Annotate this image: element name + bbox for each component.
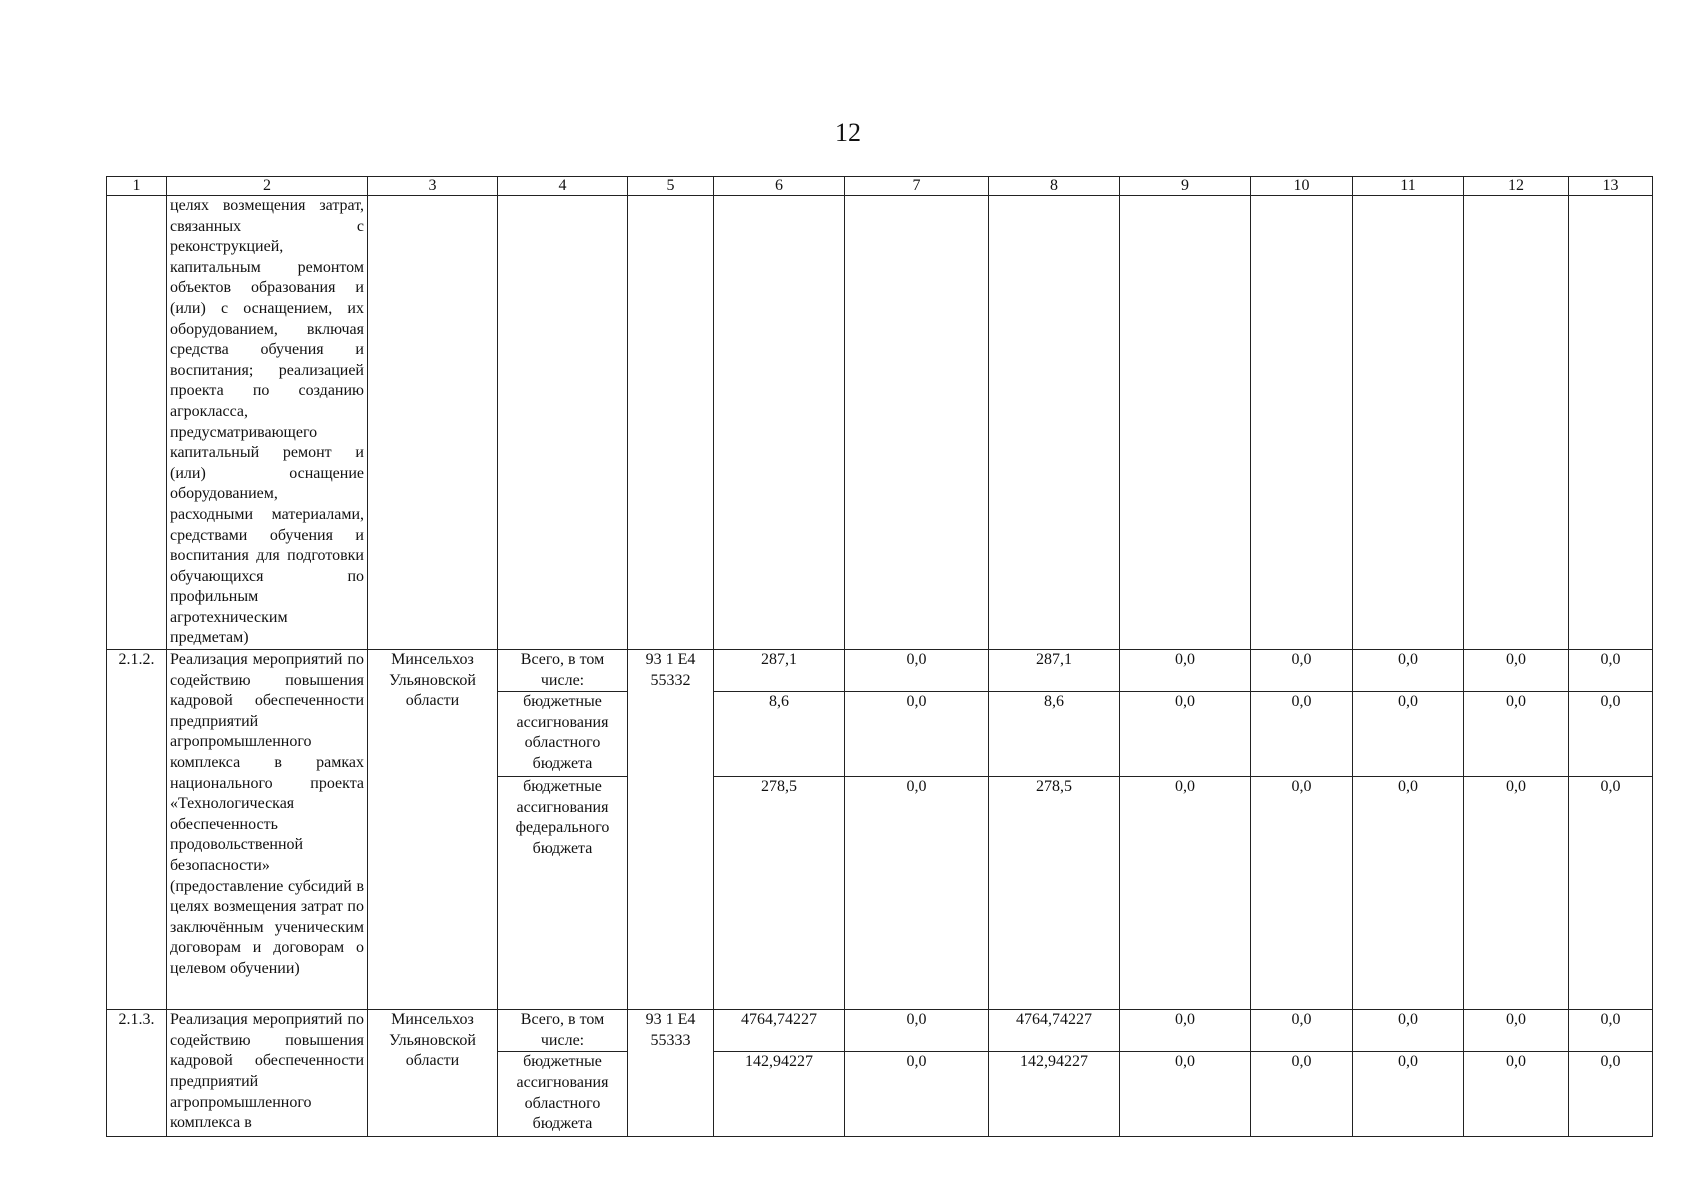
value-cell: 0,0	[1353, 1052, 1464, 1137]
value-cell: 0,0	[1251, 692, 1353, 777]
value-cell: 0,0	[845, 650, 989, 692]
value-cell: 0,0	[1251, 650, 1353, 692]
column-header: 4	[498, 177, 628, 196]
value-cell: 0,0	[1464, 692, 1569, 777]
column-header: 11	[1353, 177, 1464, 196]
value-cell: 142,94227	[714, 1052, 845, 1137]
column-header: 13	[1569, 177, 1653, 196]
value-cell: 0,0	[1251, 1052, 1353, 1137]
value-cell: 0,0	[1464, 1010, 1569, 1052]
value-cell: 0,0	[1569, 1010, 1653, 1052]
value-cell: 0,0	[845, 692, 989, 777]
column-header: 8	[989, 177, 1120, 196]
value-cell: 0,0	[1353, 650, 1464, 692]
value-cell: 0,0	[1569, 650, 1653, 692]
measure-description: Реализация мероприятий по содействию повышения кадровой обеспеченности предприятий агропромышленного комплекса в рамках национального проекта «Технологическая обеспеченность продовольственной безопасности» (предоставление субсидий в целях возмещения затрат по заключённым ученическим договорам и договорам о целевом обучении)	[167, 650, 368, 1010]
value-cell: 287,1	[714, 650, 845, 692]
value-cell: 278,5	[989, 777, 1120, 1010]
column-header: 7	[845, 177, 989, 196]
budget-code: 93 1 E4 55332	[628, 650, 714, 1010]
value-cell: 0,0	[1120, 692, 1251, 777]
funding-source: бюджетные ассигнования областного бюджета	[498, 1052, 628, 1137]
value-cell: 287,1	[989, 650, 1120, 692]
item-number: 2.1.2.	[107, 650, 167, 1010]
value-cell: 0,0	[1464, 1052, 1569, 1137]
value-cell: 142,94227	[989, 1052, 1120, 1137]
column-header: 10	[1251, 177, 1353, 196]
column-header: 12	[1464, 177, 1569, 196]
table-row	[107, 196, 1653, 650]
funding-source: бюджетные ассигнования федерального бюджета	[498, 777, 628, 1010]
value-cell: 0,0	[1251, 1010, 1353, 1052]
value-cell: 0,0	[1353, 692, 1464, 777]
value-cell: 0,0	[1120, 1010, 1251, 1052]
measure-description: Реализация мероприятий по содействию повышения кадровой обеспеченности предприятий агропромышленного комплекса в	[167, 1010, 368, 1137]
value-cell: 0,0	[1464, 650, 1569, 692]
value-cell: 0,0	[1569, 777, 1653, 1010]
executor: Минсельхоз Ульяновской области	[368, 650, 498, 1010]
value-cell: 8,6	[714, 692, 845, 777]
value-cell: 278,5	[714, 777, 845, 1010]
value-cell: 0,0	[1353, 1010, 1464, 1052]
column-header: 6	[714, 177, 845, 196]
value-cell: 0,0	[1569, 1052, 1653, 1137]
column-header: 1	[107, 177, 167, 196]
value-cell: 0,0	[1120, 777, 1251, 1010]
page-number: 12	[835, 118, 861, 147]
value-cell: 0,0	[1353, 777, 1464, 1010]
value-cell: 0,0	[845, 1010, 989, 1052]
measure-description: целях возмещения затрат, связанных с реконструкцией, капитальным ремонтом объектов образования и (или) с оснащением, их оборудованием, включая средства обучения и воспитания; реализацией проекта по созданию агрокласса, предусматривающего капитальный ремонт и (или) оснащение оборудованием, расходными материалами, средствами обучения и воспитания для подготовки обучающихся по профильным агротехническим предметам)	[167, 196, 368, 650]
table-row	[107, 650, 1653, 692]
value-cell: 4764,74227	[714, 1010, 845, 1052]
budget-code: 93 1 E4 55333	[628, 1010, 714, 1137]
value-cell: 0,0	[1569, 692, 1653, 777]
value-cell: 0,0	[1120, 650, 1251, 692]
executor: Минсельхоз Ульяновской области	[368, 1010, 498, 1137]
value-cell: 8,6	[989, 692, 1120, 777]
budget-table	[106, 176, 1653, 1137]
column-header: 2	[167, 177, 368, 196]
value-cell: 0,0	[1464, 777, 1569, 1010]
value-cell: 0,0	[1120, 1052, 1251, 1137]
column-header: 9	[1120, 177, 1251, 196]
value-cell: 0,0	[1251, 777, 1353, 1010]
column-header: 5	[628, 177, 714, 196]
value-cell: 4764,74227	[989, 1010, 1120, 1052]
funding-source: бюджетные ассигнования областного бюджета	[498, 692, 628, 777]
column-number-row	[107, 177, 1653, 196]
funding-source: Всего, в том числе:	[498, 1010, 628, 1052]
table-row	[107, 1010, 1653, 1052]
column-header: 3	[368, 177, 498, 196]
item-number: 2.1.3.	[107, 1010, 167, 1137]
funding-source: Всего, в том числе:	[498, 650, 628, 692]
value-cell: 0,0	[845, 777, 989, 1010]
value-cell: 0,0	[845, 1052, 989, 1137]
